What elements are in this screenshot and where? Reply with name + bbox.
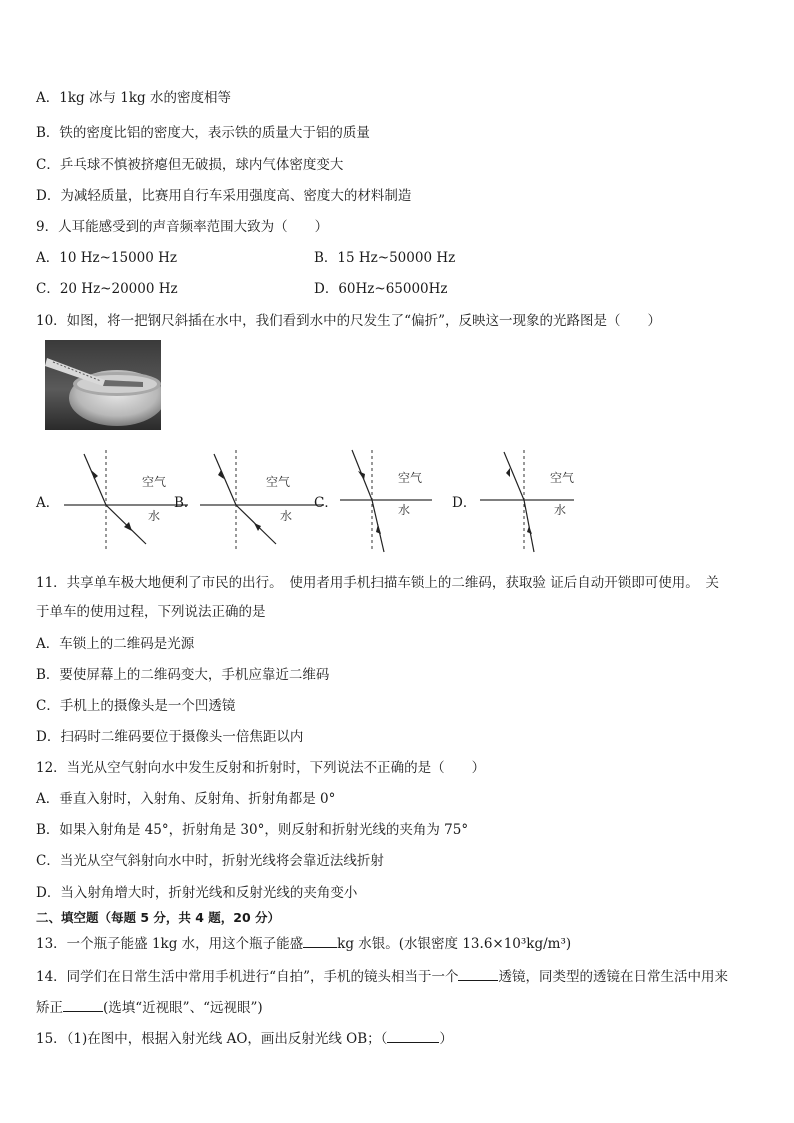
q9-option-b: B．15 Hz~50000 Hz bbox=[314, 250, 456, 266]
q8-option-a: A．1kg 冰与 1kg 水的密度相等 bbox=[36, 90, 231, 106]
q11-stem-line1: 11．共享单车极大地便利了市民的出行。 使用者用手机扫描车锁上的二维码，获取验 证后自动开锁即可使用。 关 bbox=[36, 575, 719, 591]
q12-stem: 12．当光从空气射向水中发生反射和折射时，下列说法不正确的是（ ） bbox=[36, 760, 486, 776]
q14-text-4: (选填“近视眼”、“远视眼”) bbox=[103, 1000, 263, 1016]
section-fill-in-heading: 二、填空题（每题 5 分，共 4 题，20 分） bbox=[36, 910, 281, 925]
q11-option-d: D．扫码时二维码要位于摄像头一倍焦距以内 bbox=[36, 729, 304, 745]
diagram-a-air: 空气 bbox=[142, 475, 167, 489]
q14-answer-blank-1[interactable] bbox=[458, 968, 498, 981]
q10-stem: 10．如图，将一把钢尺斜插在水中，我们看到水中的尺发生了“偏折”，反映这一现象的光路图是（ ） bbox=[36, 313, 661, 329]
q14-text-3: 矫正 bbox=[36, 1000, 63, 1016]
q13-text-1: 13．一个瓶子能盛 1kg 水，用这个瓶子能盛 bbox=[36, 936, 304, 952]
q11-option-b: B．要使屏幕上的二维码变大，手机应靠近二维码 bbox=[36, 667, 330, 683]
q11-option-c: C．手机上的摄像头是一个凹透镜 bbox=[36, 698, 236, 714]
q8-option-b: B．铁的密度比铝的密度大，表示铁的质量大于铝的质量 bbox=[36, 125, 370, 141]
q9-option-c: C．20 Hz~20000 Hz bbox=[36, 281, 178, 297]
q9-option-a: A．10 Hz~15000 Hz bbox=[36, 250, 178, 266]
q10-label-d: D． bbox=[452, 495, 477, 511]
q10-label-b: B． bbox=[174, 495, 198, 511]
q13-text-2: kg 水银。(水银密度 13.6×10³kg/m³) bbox=[337, 936, 572, 952]
q15-answer-blank[interactable] bbox=[387, 1030, 439, 1043]
q10-label-c: C． bbox=[314, 495, 338, 511]
q15-text-1: 15．（1)在图中，根据入射光线 AO，画出反射光线 OB；（ bbox=[36, 1031, 388, 1047]
q12-option-b: B．如果入射角是 45°，折射角是 30°，则反射和折射光线的夹角为 75° bbox=[36, 822, 469, 838]
q15-text-2: ） bbox=[439, 1031, 453, 1047]
q12-option-a: A．垂直入射时，入射角、反射角、折射角都是 0° bbox=[36, 791, 336, 807]
q12-option-c: C．当光从空气斜射向水中时，折射光线将会靠近法线折射 bbox=[36, 853, 384, 869]
q14-text-2: 透镜，同类型的透镜在日常生活中用来 bbox=[498, 969, 728, 985]
q11-stem-line2: 于单车的使用过程，下列说法正确的是 bbox=[36, 604, 266, 620]
diagram-c bbox=[336, 448, 466, 558]
diagram-a bbox=[60, 448, 190, 558]
q11-option-a: A．车锁上的二维码是光源 bbox=[36, 636, 195, 652]
q14-line2 bbox=[36, 999, 263, 1017]
q9-stem: 9．人耳能感受到的声音频率范围大致为（ ） bbox=[36, 219, 329, 235]
diagram-d bbox=[476, 448, 606, 558]
diagram-d-air: 空气 bbox=[550, 471, 575, 485]
q14-text-1: 14．同学们在日常生活中常用手机进行“自拍”，手机的镜头相当于一个 bbox=[36, 969, 459, 985]
q14-answer-blank-2[interactable] bbox=[63, 999, 103, 1012]
q15 bbox=[36, 1030, 453, 1048]
q9-option-d: D．60Hz~65000Hz bbox=[314, 281, 448, 297]
q13 bbox=[36, 935, 571, 953]
q8-option-d: D．为减轻质量，比赛用自行车采用强度高、密度大的材料制造 bbox=[36, 188, 412, 204]
diagram-b-air: 空气 bbox=[266, 475, 291, 489]
q10-label-a: A． bbox=[36, 495, 60, 511]
diagram-c-air: 空气 bbox=[398, 471, 423, 485]
diagram-b-water: 水 bbox=[280, 509, 293, 523]
q8-option-c: C．乒乓球不慎被挤瘪但无破损，球内气体密度变大 bbox=[36, 157, 344, 173]
q14-line1 bbox=[36, 968, 728, 986]
diagram-b bbox=[198, 448, 328, 558]
ruler-in-water-photo bbox=[45, 340, 161, 430]
q12-option-d: D．当入射角增大时，折射光线和反射光线的夹角变小 bbox=[36, 885, 358, 901]
diagram-a-water: 水 bbox=[148, 509, 161, 523]
q13-answer-blank[interactable] bbox=[303, 935, 337, 948]
diagram-c-water: 水 bbox=[398, 503, 411, 517]
diagram-d-water: 水 bbox=[554, 503, 567, 517]
